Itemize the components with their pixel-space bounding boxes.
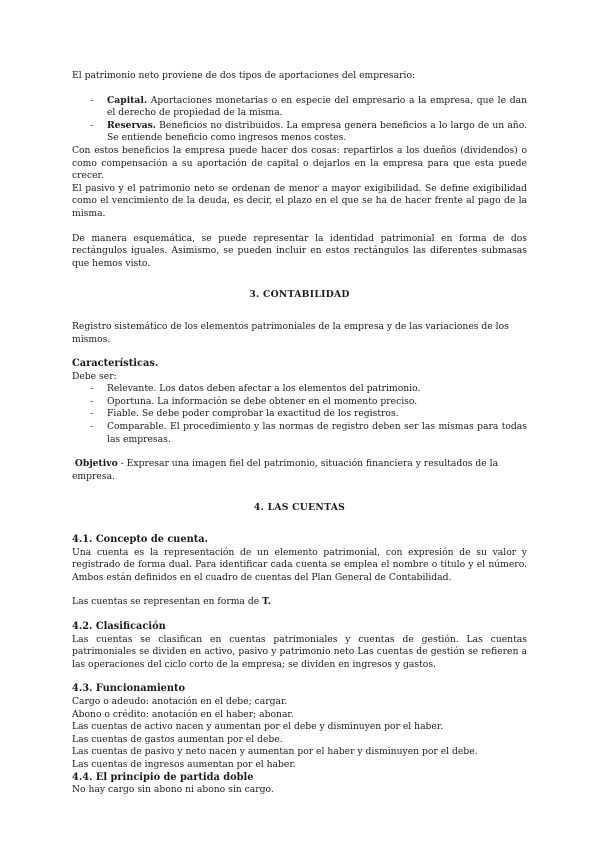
section-4-1-heading: 4.1. Concepto de cuenta. (72, 534, 209, 546)
debe-ser-label: Debe ser: (72, 370, 117, 382)
list-item: - Capital. Aportaciones monetarias o en especie del empresario a la empresa, que le dan el derecho de propiedad de la misma. (90, 94, 527, 119)
document-content (72, 70, 527, 797)
list-item: - Oportuna. La información se debe obtener en el momento preciso. (90, 395, 418, 407)
forma-t-bold: T. (262, 596, 271, 608)
funcionamiento-line: Las cuentas de ingresos aumentan por el haber. (72, 758, 296, 770)
funcionamiento-line: Abono o crédito: anotación en el haber; abonar. (72, 708, 294, 720)
funcionamiento-line: Cargo o adeudo: anotación en el debe; cargar. (72, 695, 288, 707)
section-4-4-heading: 4.4. El principio de partida doble (72, 771, 254, 783)
contabilidad-definition: Registro sistemático de los elementos patrimoniales de la empresa y de las variaciones de los mismos. (72, 320, 509, 345)
section-4-1-text: Una cuenta es la representación de un elemento patrimonial, con expresión de su valor y registrado de forma dual. Para identificar cada cuenta se emplea el nombre o título y el número. Ambos están definidos en el cuadro de cuentas del Plan General de Contabilidad. (72, 546, 527, 583)
exigibilidad-paragraph: El pasivo y el patrimonio neto se ordenan de menor a mayor exigibilidad. Se define exigibilidad como el vencimiento de la deuda, es decir, el plazo en el que se ha de hacer frente al pago de la misma. (72, 182, 527, 219)
objetivo-paragraph (72, 458, 527, 483)
caracteristicas-heading: Características. (72, 358, 159, 370)
list-item: - Comparable. El procedimiento y las normas de registro deben ser las mismas para todas las empresas. (90, 421, 527, 445)
intro-paragraph: El patrimonio neto proviene de dos tipos de aportaciones del empresario: (72, 70, 416, 81)
caracteristica-text: Oportuna. La información se debe obtener en el momento preciso. (107, 395, 418, 407)
reservas-text: Beneficios no distribuidos. La empresa genera beneficios a lo largo de un año. Se entiende beneficio como ingresos menos costes. (107, 119, 527, 144)
objetivo-label: Objetivo (74, 458, 118, 470)
section-4-2-heading: 4.2. Clasificación (72, 621, 166, 632)
list-item: - Relevante. Los datos deben afectar a los elementos del patrimonio. (90, 383, 421, 395)
list-item: - Reservas. Beneficios no distribuidos. La empresa genera beneficios a lo largo de un año. Se entiende beneficio como ingresos menos costes. (90, 119, 527, 144)
section-4-3-heading: 4.3. Funcionamiento (72, 683, 186, 695)
forma-t-text: Las cuentas se representan en forma de (72, 596, 263, 608)
objetivo-text: - Expresar una imagen fiel del patrimonio, situación financiera y resultados de la empresa. (72, 458, 499, 482)
section-4-4-text: No hay cargo sin abono ni abono sin cargo. (72, 784, 274, 796)
beneficios-paragraph: Con estos beneficios la empresa puede hacer dos cosas: repartirlos a los dueños (dividendos) o como compensación a su aportación de capital o dejarlos en la empresa para que esta puede crecer. (72, 144, 527, 182)
caracteristica-text: Fiable. Se debe poder comprobar la exactitud de los registros. (107, 408, 399, 420)
list-item: - Fiable. Se debe poder comprobar la exactitud de los registros. (90, 408, 399, 420)
esquematica-paragraph: De manera esquemática, se puede representar la identidad patrimonial en forma de dos rectángulos iguales. Asimismo, se pueden incluir en estos rectángulos las diferentes submasas que hemos visto. (72, 232, 527, 269)
section-3-heading: 3. CONTABILIDAD (249, 289, 350, 301)
funcionamiento-line: Las cuentas de pasivo y neto nacen y aumentan por el haber y disminuyen por el debe. (72, 746, 478, 758)
forma-t-paragraph (72, 596, 527, 609)
caracteristica-text: Relevante. Los datos deben afectar a los elementos del patrimonio. (107, 383, 421, 395)
funcionamiento-line: Las cuentas de activo nacen y aumentan por el debe y disminuyen por el haber. (72, 721, 444, 733)
caracteristicas-list (72, 383, 527, 446)
section-4-heading: 4. LAS CUENTAS (253, 502, 346, 514)
caracteristica-text: Comparable. El procedimiento y las normas de registro deben ser las mismas para todas las empresas. (107, 421, 527, 445)
term-capital: Capital. (107, 94, 148, 106)
term-reservas: Reservas. (107, 119, 157, 131)
capital-text: Aportaciones monetarias o en especie del empresario a la empresa, que le dan el derecho de propiedad de la misma. (107, 94, 527, 119)
section-4-2-text: Las cuentas se clasifican en cuentas patrimoniales y cuentas de gestión. Las cuentas patrimoniales se dividen en activo, pasivo y patrimonio neto Las cuentas de gestión se refieren a las operaciones del ciclo corto de la empresa; se dividen en ingresos y gastos. (72, 633, 527, 670)
funcionamiento-line: Las cuentas de gastos aumentan por el debe. (72, 733, 283, 745)
aportaciones-list (72, 95, 527, 145)
